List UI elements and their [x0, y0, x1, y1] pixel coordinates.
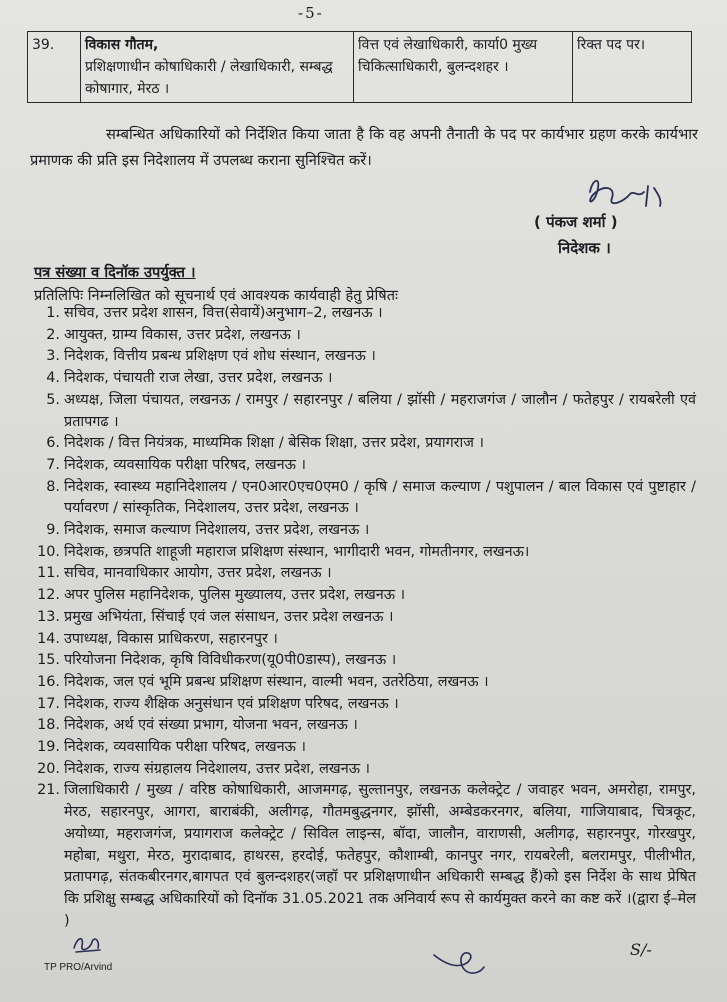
- footer-initials: TP PRO/Arvind: [44, 962, 113, 973]
- list-item-text: निदेशक, छत्रपति शाहूजी महाराज प्रशिक्षण संस्थान, भागीदारी भवन, गोमतीनगर, लखनऊ।: [64, 543, 530, 560]
- list-item-number: 9.: [46, 522, 60, 539]
- remark: रिक्त पद पर।: [573, 32, 692, 103]
- list-item-number: 12.: [37, 587, 60, 604]
- list-item-number: 10.: [37, 543, 60, 560]
- list-item-text: सचिव, मानवाधिकार आयोग, उत्तर प्रदेश, लखनऊ ।: [64, 565, 332, 582]
- list-item: [34, 629, 696, 651]
- list-item: [34, 563, 696, 585]
- table-row: [28, 32, 692, 103]
- list-item-text: प्रमुख अभियंता, सिंचाई एवं जल संसाधन, उत्तर प्रदेश लखनऊ ।: [64, 608, 394, 625]
- instruction-paragraph: [30, 122, 698, 174]
- list-item: [34, 455, 696, 477]
- list-item: [34, 346, 696, 368]
- list-item-number: 1.: [46, 305, 60, 321]
- list-item-text: आयुक्त, ग्राम्य विकास, उत्तर प्रदेश, लखनऊ ।: [64, 326, 301, 343]
- page-number: -5-: [298, 4, 324, 22]
- list-item-text: सचिव, उत्तर प्रदेश शासन, वित्त(सेवायें)अनुभाग–2, लखनऊ ।: [64, 305, 383, 321]
- list-item: [34, 585, 696, 607]
- list-item-number: 15.: [37, 652, 60, 669]
- list-item-text: निदेशक, पंचायती राज लेखा, उत्तर प्रदेश, लखनऊ ।: [64, 370, 333, 387]
- officer-cell: [81, 32, 354, 103]
- list-item: [34, 694, 696, 716]
- list-item-text: निदेशक, जल एवं भूमि प्रबन्ध प्रशिक्षण संस्थान, वाल्मी भवन, उतरेठिया, लखनऊ ।: [64, 673, 489, 690]
- list-item-number: 18.: [37, 717, 60, 734]
- signatory-designation: निदेशक ।: [558, 239, 611, 257]
- list-item: [34, 433, 696, 455]
- list-item: [34, 325, 696, 347]
- list-item-number: 2.: [46, 326, 60, 343]
- list-item-text: निदेशक, वित्तीय प्रबन्ध प्रशिक्षण एवं शोध संस्थान, लखनऊ ।: [64, 348, 376, 365]
- reference-line: पत्र संख्या व दिनॉक उपर्युक्त ।: [34, 264, 196, 281]
- signatory-name: ( पंकज शर्मा ): [534, 213, 618, 231]
- list-item: [34, 368, 696, 390]
- list-item: [34, 390, 696, 433]
- cc-list: [34, 303, 696, 932]
- list-item: [34, 650, 696, 672]
- instruction-text: सम्बन्धित अधिकारियों को निर्देशित किया जाता है कि वह अपनी तैनाती के पद पर कार्यभार ग्रहण करके कार्यभार प्रमाणक की प्रति इस निदेशालय में उपलब्ध कराना सुनिश्चित करें।: [30, 126, 698, 169]
- list-item: [34, 672, 696, 694]
- list-item-number: 14.: [37, 630, 60, 647]
- list-item-number: 4.: [46, 370, 60, 387]
- cc-intro: प्रतिलिपिः निम्नलिखित को सूचनार्थ एवं आवश्यक कार्यवाही हेतु प्रेषितः: [34, 287, 398, 304]
- list-item-number: 21.: [37, 782, 60, 799]
- list-item-number: 3.: [46, 348, 60, 365]
- list-item: [34, 477, 696, 520]
- list-item-text: जिलाधिकारी / मुख्य / वरिष्ठ कोषाधिकारी, आजमगढ़, सुल्तानपुर, लखनऊ कलेक्ट्रेट / जवाहर भवन, अमरोहा, रामपुर, मेरठ, सहारनपुर, आगरा, बाराबंकी, अलीगढ़, गौतमबुद्धनगर, झॉसी, अम्बेडकरनगर, बलिया, गाजियाबाद, चित्रकूट, अयोध्या, महराजगंज, प्रयागराज कलेक्ट्रेट / सिविल लाइन्स, बॉदा, जालौन, वाराणसी, अलीगढ़, सहारनपुर, गोरखपुर, महोबा, मथुरा, मेरठ, मुरादाबाद, हाथरस, हरदोई, फतेहपुर, कौशाम्बी, कानपुर नगर, रायबरेली, बलरामपुर, पीलीभीत, प्रतापगढ़, संतकबीरनगर,बागपत एवं बुलन्दशहर(जहॉ पर प्रशिक्षणाधीन अधिकारी सम्बद्ध हैं)को इस निर्देश के साथ प्रेषित कि प्रशिक्षु सम्बद्ध अधिकारियों को दिनॉक 31.05.2021 तक अनिवार्य रूप से कार्यमुक्त करने का कष्ट करें ।(द्वारा ई–मेल ): [64, 782, 696, 929]
- list-item-number: 11.: [37, 565, 60, 582]
- row-number: 39.: [28, 32, 81, 103]
- new-post: वित्त एवं लेखाधिकारी, कार्या0 मुख्य चिकित्साधिकारी, बुलन्दशहर ।: [354, 32, 573, 103]
- initial-mark: [70, 930, 106, 956]
- list-item-text: अपर पुलिस महानिदेशक, पुलिस मुख्यालय, उत्तर प्रदेश, लखनऊ ।: [64, 587, 406, 604]
- list-item-text: निदेशक, राज्य संग्रहालय निदेशालय, उत्तर प्रदेश, लखनऊ ।: [64, 760, 371, 777]
- list-item-text: निदेशक, अर्थ एवं संख्या प्रभाग, योजना भवन, लखनऊ ।: [64, 717, 358, 734]
- posting-table: [27, 31, 692, 103]
- list-item-text: निदेशक, राज्य शैक्षिक अनुसंधान एवं प्रशिक्षण परिषद, लखनऊ ।: [64, 695, 399, 712]
- list-item-number: 17.: [37, 695, 60, 712]
- list-item-text: अध्यक्ष, जिला पंचायत, लखनऊ / रामपुर / सहारनपुर / बलिया / झॉसी / महराजगंज / जालौन / फतेहपुर / रायबरेली एवं प्रतापगढ ।: [64, 391, 696, 430]
- list-item-text: परियोजना निदेशक, कृषि विविधीकरण(यू0पी0डास्प), लखनऊ ।: [64, 652, 397, 669]
- list-item: [34, 607, 696, 629]
- current-post: प्रशिक्षणाधीन कोषाधिकारी / लेखाधिकारी, सम्बद्ध कोषागार, मेरठ ।: [85, 59, 333, 97]
- list-item-number: 6.: [46, 435, 60, 452]
- list-item-text: निदेशक / वित्त नियंत्रक, माध्यमिक शिक्षा / बेसिक शिक्षा, उत्तर प्रदेश, प्रयागराज ।: [64, 435, 484, 452]
- list-item: [34, 542, 696, 564]
- list-item-text: उपाध्यक्ष, विकास प्राधिकरण, सहारनपुर ।: [64, 630, 278, 647]
- footer-signature: [428, 945, 488, 977]
- sd-mark: S/-: [630, 940, 652, 959]
- list-item-text: निदेशक, समाज कल्याण निदेशालय, उत्तर प्रदेश, लखनऊ ।: [64, 522, 370, 539]
- list-item: [34, 737, 696, 759]
- list-item-number: 5.: [46, 391, 60, 408]
- list-item-text: निदेशक, व्यवसायिक परीक्षा परिषद, लखनऊ ।: [64, 739, 306, 756]
- list-item-text: निदेशक, स्वास्थ्य महानिदेशालय / एन0आर0एच0एम0 / कृषि / समाज कल्याण / पशुपालन / बाल विकास एवं पुष्टाहार / पर्यावरण / सांस्कृतिक, निदेशालय, उत्तर प्रदेश, लखनऊ ।: [64, 478, 696, 517]
- list-item: [34, 759, 696, 781]
- list-item: [34, 715, 696, 737]
- list-item: [34, 303, 696, 325]
- list-item-number: 7.: [46, 456, 60, 473]
- officer-name: विकास गौतम,: [85, 37, 159, 53]
- list-item-number: 19.: [37, 739, 60, 756]
- list-item-number: 8.: [46, 478, 60, 495]
- list-item-number: 20.: [37, 760, 60, 777]
- list-item-number: 13.: [37, 608, 60, 625]
- list-item-number: 16.: [37, 673, 60, 690]
- list-item: [34, 780, 696, 932]
- list-item: [34, 520, 696, 542]
- list-item-text: निदेशक, व्यवसायिक परीक्षा परिषद, लखनऊ ।: [64, 456, 306, 473]
